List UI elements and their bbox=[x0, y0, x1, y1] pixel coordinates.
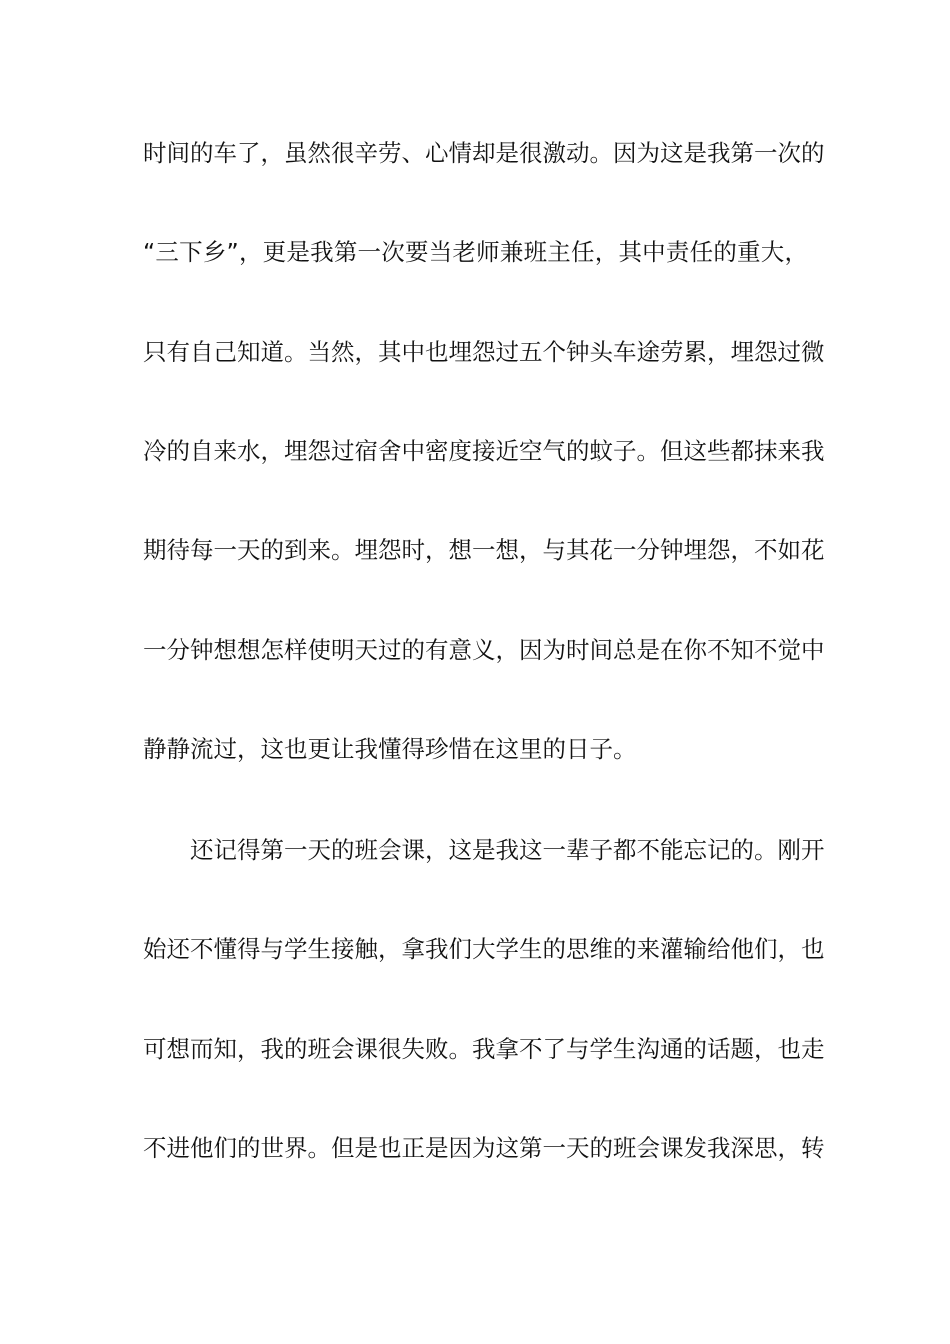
text-line-4: 冷的自来水，埋怨过宿舍中密度接近空气的蚊子。但这些都抹来我 bbox=[143, 437, 825, 465]
text-line-3: 只有自己知道。当然，其中也埋怨过五个钟头车途劳累，埋怨过微 bbox=[143, 338, 825, 366]
text-line-10: 可想而知，我的班会课很失败。我拿不了与学生沟通的话题，也走 bbox=[143, 1035, 825, 1063]
text-line-6: 一分钟想想怎样使明天过的有意义，因为时间总是在你不知不觉中 bbox=[143, 636, 825, 664]
text-line-5: 期待每一天的到来。埋怨时，想一想，与其花一分钟埋怨，不如花 bbox=[143, 536, 825, 564]
text-line-2: “三下乡”，更是我第一次要当老师兼班主任，其中责任的重大， bbox=[143, 238, 808, 266]
text-line-8: 还记得第一天的班会课，这是我这一辈子都不能忘记的。刚开 bbox=[190, 836, 825, 864]
text-line-11: 不进他们的世界。但是也正是因为这第一天的班会课发我深思，转 bbox=[143, 1134, 825, 1162]
text-line-1: 时间的车了，虽然很辛劳、心情却是很激动。因为这是我第一次的 bbox=[143, 139, 825, 167]
text-line-7: 静静流过，这也更让我懂得珍惜在这里的日子。 bbox=[143, 735, 637, 763]
text-line-9: 始还不懂得与学生接触，拿我们大学生的思维的来灌输给他们，也 bbox=[143, 935, 825, 963]
